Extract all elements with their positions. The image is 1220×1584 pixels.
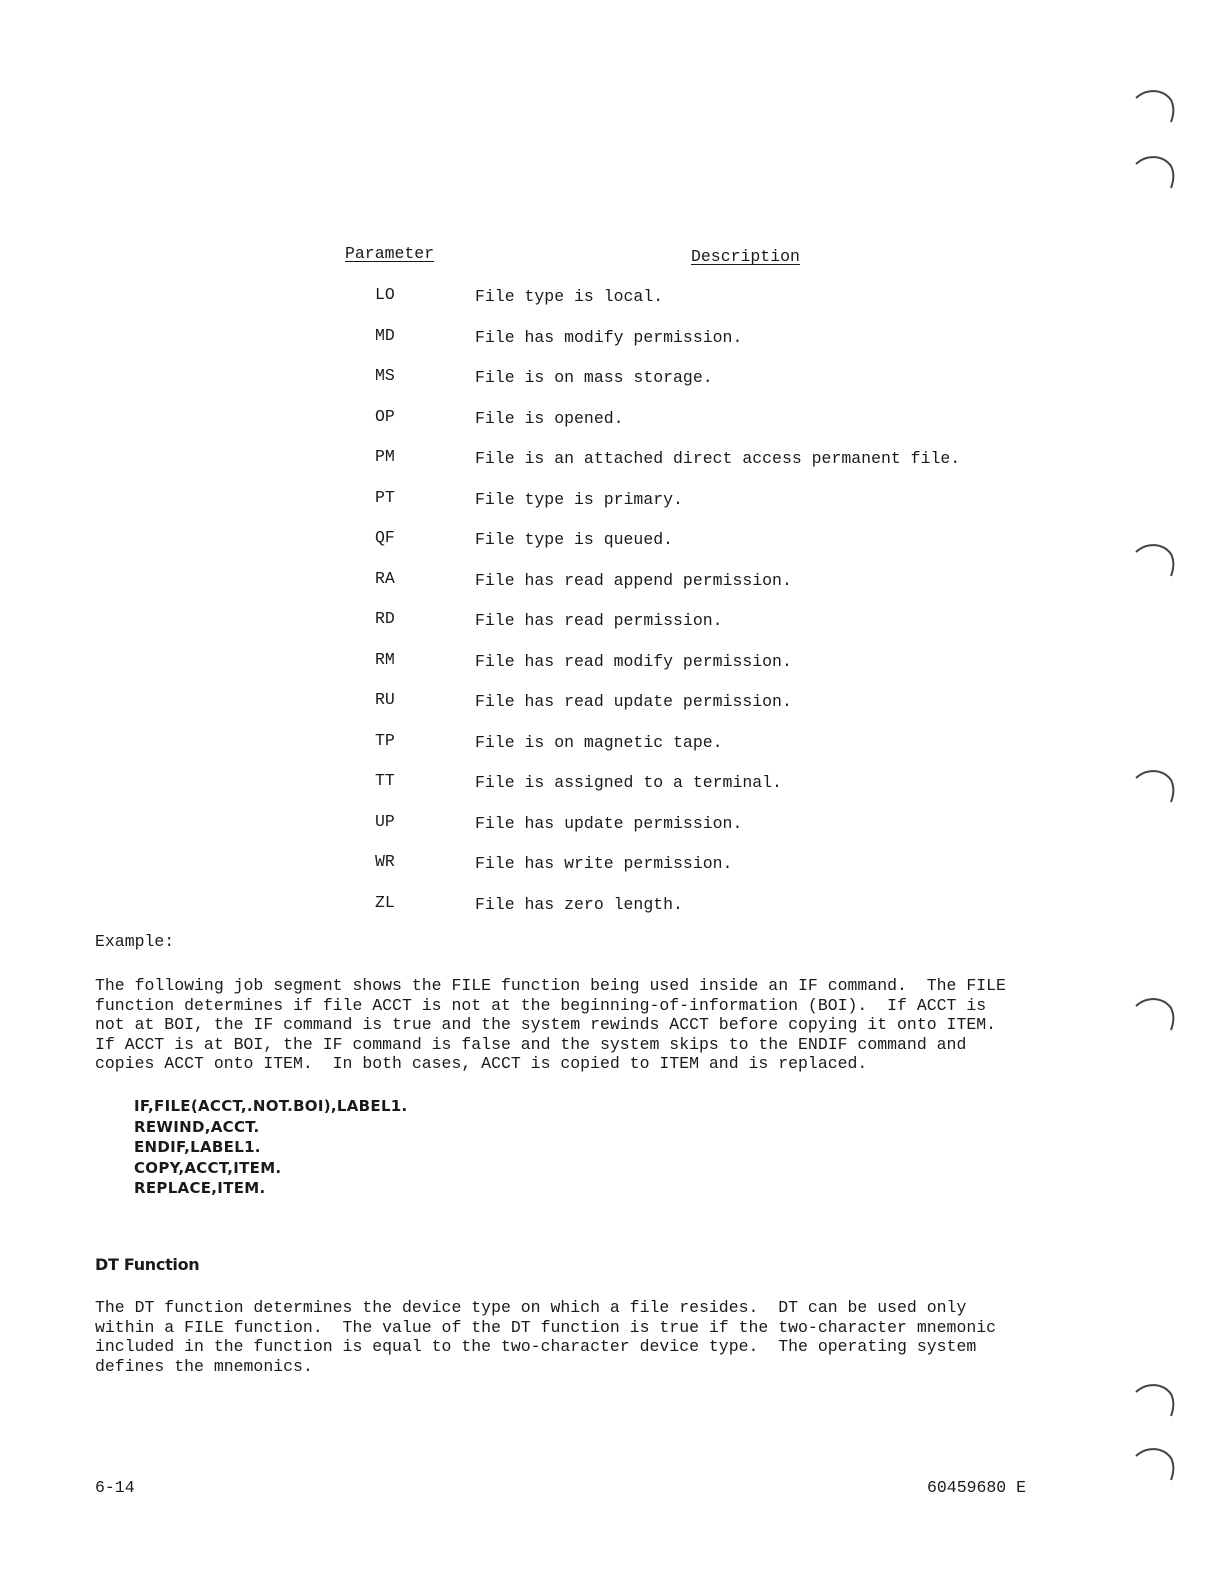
- table-row: [0, 569, 1220, 610]
- table-row: [0, 528, 1220, 569]
- parameter-description: File is opened.: [475, 408, 624, 428]
- parameter-code: PT: [375, 487, 395, 507]
- binder-hole-mark: [1133, 1380, 1177, 1424]
- parameter-description: File type is local.: [475, 287, 664, 306]
- code-line: IF,FILE(ACCT,.NOT.BOI),LABEL1.: [134, 1097, 408, 1115]
- page-number: 6-14: [95, 1478, 135, 1497]
- table-row: [0, 285, 1220, 326]
- document-number: 60459680 E: [927, 1478, 1027, 1497]
- table-row: [0, 731, 1220, 772]
- parameter-table: [0, 285, 1220, 933]
- table-row: [0, 407, 1220, 448]
- parameter-code: RA: [375, 568, 395, 588]
- table-row: [0, 771, 1220, 812]
- table-row: [0, 326, 1220, 367]
- parameter-description: File has read modify permission.: [475, 651, 792, 671]
- paragraph-line: within a FILE function. The value of the DT function is true if the two-character mnemonic: [95, 1317, 997, 1337]
- parameter-code: RU: [375, 690, 395, 709]
- parameter-code: RD: [375, 609, 395, 628]
- parameter-description: File is on magnetic tape.: [475, 732, 723, 752]
- table-row: [0, 447, 1220, 488]
- paragraph-line: The following job segment shows the FILE function being used inside an IF command. The FILE: [95, 976, 1006, 995]
- parameter-description: File has read permission.: [475, 611, 723, 630]
- parameter-description: File has read update permission.: [475, 692, 792, 711]
- binder-hole-mark: [1133, 1444, 1177, 1488]
- binder-hole-mark: [1133, 86, 1177, 130]
- parameter-description: File type is primary.: [475, 489, 683, 509]
- section-heading-dt-function: DT Function: [95, 1255, 200, 1274]
- parameter-code: WR: [375, 852, 395, 871]
- code-line: COPY,ACCT,ITEM.: [134, 1158, 282, 1177]
- parameter-code: TP: [375, 730, 395, 750]
- parameter-description: File is an attached direct access permanent file.: [475, 449, 961, 468]
- parameter-column-header: Parameter: [345, 244, 435, 263]
- parameter-code: MS: [375, 366, 395, 385]
- code-line: REWIND,ACCT.: [134, 1117, 260, 1136]
- code-line: ENDIF,LABEL1.: [134, 1138, 261, 1156]
- parameter-code: UP: [375, 811, 395, 831]
- paragraph-line: not at BOI, the IF command is true and the system rewinds ACCT before copying it onto ITEM.: [95, 1015, 997, 1034]
- code-line: REPLACE,ITEM.: [134, 1179, 266, 1197]
- table-row: [0, 852, 1220, 893]
- parameter-description: File has zero length.: [475, 894, 683, 914]
- parameter-description: File has read append permission.: [475, 570, 792, 590]
- paragraph-line: function determines if file ACCT is not at the beginning-of-information (BOI). If ACCT is: [95, 995, 987, 1015]
- paragraph-line: included in the function is equal to the two-character device type. The operating system: [95, 1337, 977, 1356]
- table-row: [0, 812, 1220, 853]
- parameter-code: LO: [375, 285, 395, 304]
- paragraph-line: If ACCT is at BOI, the IF command is false and the system skips to the ENDIF command and: [95, 1034, 967, 1054]
- table-row: [0, 488, 1220, 529]
- dt-function-paragraph: [95, 1298, 1055, 1376]
- parameter-code: QF: [375, 528, 395, 547]
- parameter-description: File type is queued.: [475, 530, 674, 549]
- parameter-code: OP: [375, 406, 395, 426]
- binder-hole-mark: [1133, 994, 1177, 1038]
- parameter-description: File has update permission.: [475, 813, 743, 833]
- parameter-description: File has modify permission.: [475, 327, 743, 347]
- table-row: [0, 609, 1220, 650]
- parameter-code: ZL: [375, 892, 395, 912]
- parameter-code: MD: [375, 325, 395, 345]
- parameter-code: PM: [375, 447, 395, 466]
- example-label: Example:: [95, 932, 175, 951]
- paragraph-line: copies ACCT onto ITEM. In both cases, ACCT is copied to ITEM and is replaced.: [95, 1054, 868, 1073]
- binder-hole-mark: [1133, 152, 1177, 196]
- paragraph-line: The DT function determines the device type on which a file resides. DT can be used only: [95, 1298, 967, 1317]
- example-paragraph: [95, 976, 1055, 1074]
- parameter-code: RM: [375, 649, 395, 669]
- table-row: [0, 690, 1220, 731]
- table-row: [0, 366, 1220, 407]
- parameter-description: File has write permission.: [475, 854, 733, 873]
- parameter-description: File is assigned to a terminal.: [475, 773, 782, 792]
- parameter-code: TT: [375, 771, 395, 790]
- paragraph-line: defines the mnemonics.: [95, 1356, 313, 1376]
- parameter-description: File is on mass storage.: [475, 368, 713, 387]
- table-row: [0, 650, 1220, 691]
- description-column-header: Description: [691, 247, 800, 266]
- example-code-block: [134, 1096, 408, 1199]
- table-row: [0, 893, 1220, 934]
